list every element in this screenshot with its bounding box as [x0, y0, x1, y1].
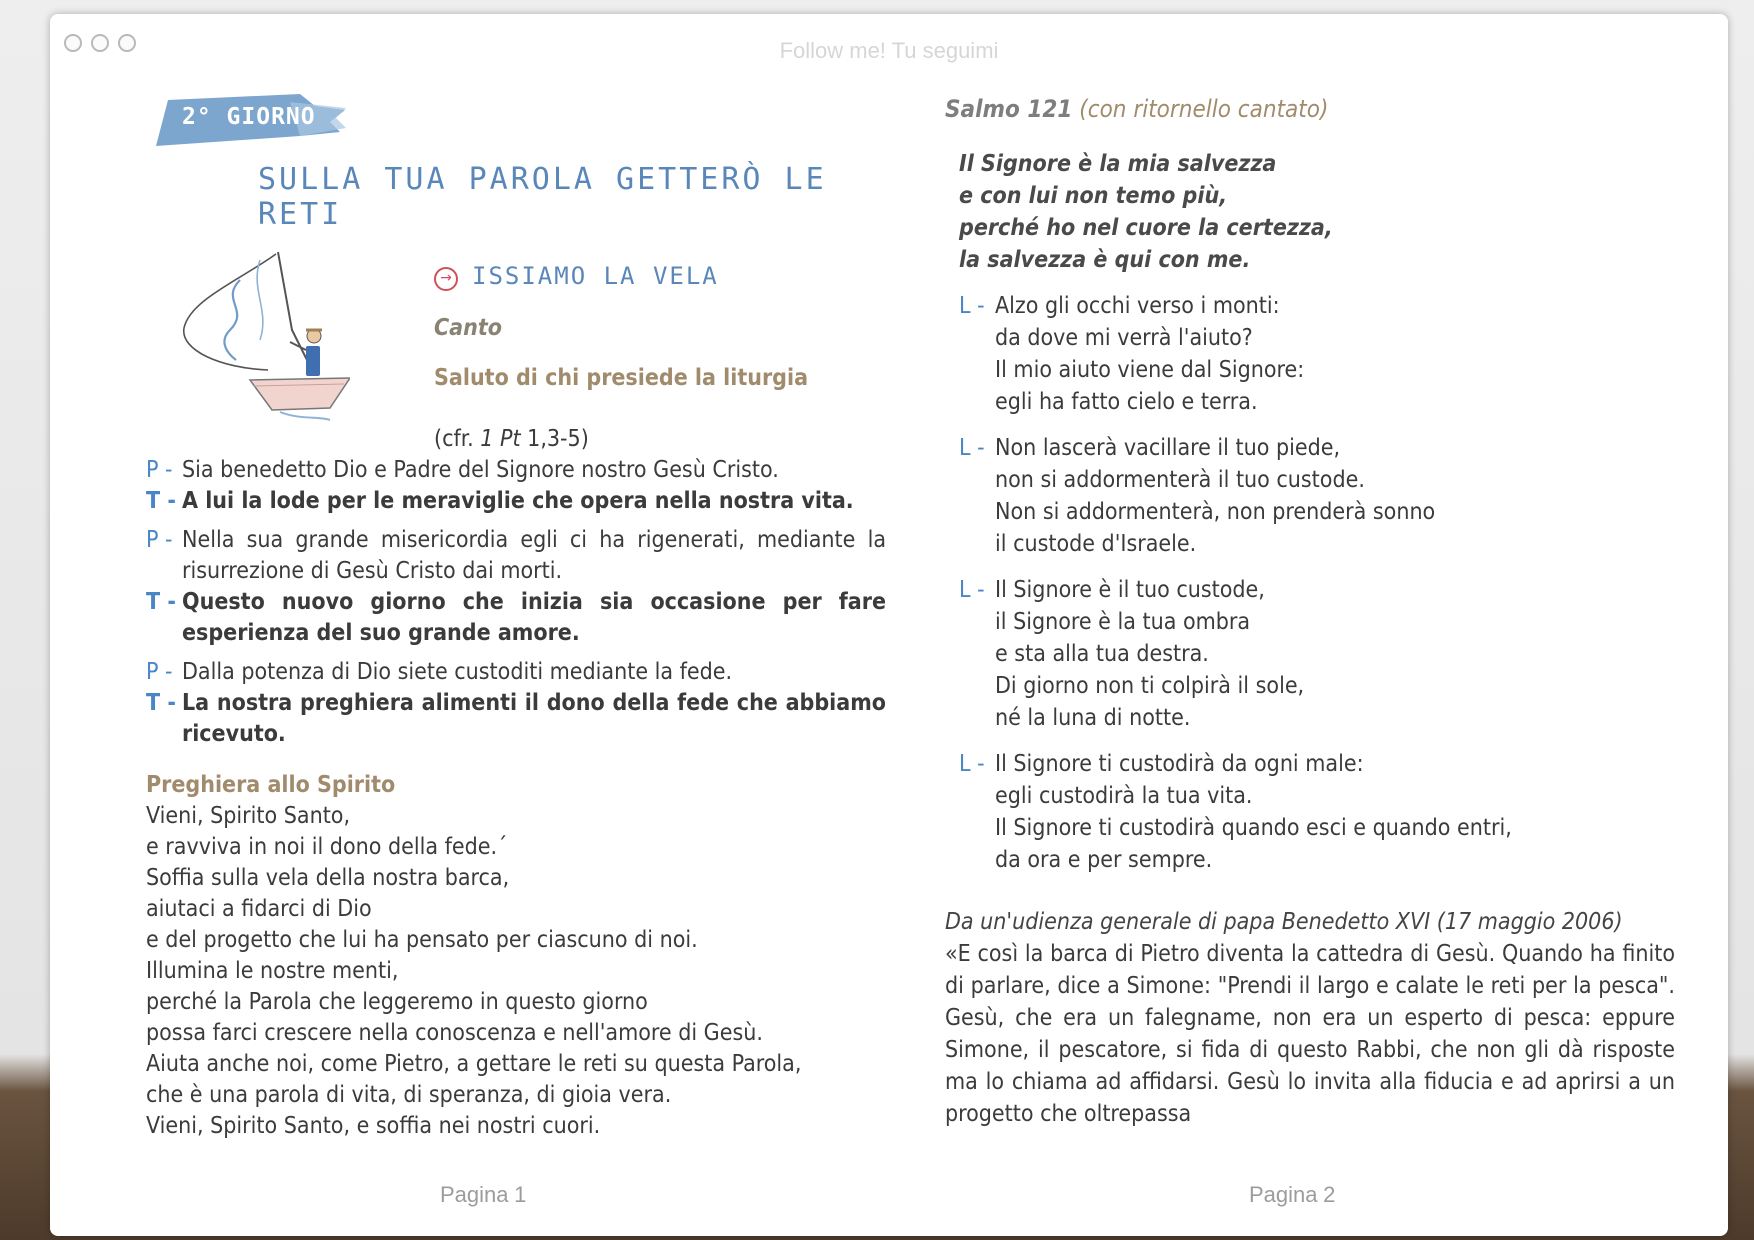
audience-heading: Da un'udienza generale di papa Benedetto XVI (17 maggio 2006) — [945, 909, 1623, 935]
stanza-line: il custode d'Israele. — [995, 531, 1197, 557]
speaker: T - — [146, 488, 176, 514]
prayer-line: Aiuta anche noi, come Pietro, a gettare le reti su questa Parola, — [146, 1051, 802, 1077]
speaker: L - — [959, 751, 985, 777]
stanza-line: Non si addormenterà, non prenderà sonno — [995, 499, 1436, 525]
day-badge — [150, 92, 350, 148]
psalm-title: Salmo 121 — [945, 95, 1073, 123]
prayer-line: e del progetto che lui ha pensato per ciascuno di noi. — [146, 927, 698, 953]
stanza-line: Il Signore ti custodirà quando esci e quando entri, — [995, 815, 1512, 841]
dialogue-text: Dalla potenza di Dio siete custoditi mediante la fede. — [182, 659, 733, 685]
stanza-line: né la luna di notte. — [995, 705, 1191, 731]
page-label: Pagina — [1249, 1182, 1318, 1207]
speaker: L - — [959, 577, 985, 603]
speaker: T - — [146, 589, 176, 615]
page-number: 2 — [1323, 1182, 1336, 1207]
stanza-line: Alzo gli occhi verso i monti: — [995, 293, 1280, 319]
psalm-note: (con ritornello cantato) — [1079, 95, 1329, 123]
dialogue-text: A lui la lode per le meraviglie che opera nella nostra vita. — [182, 488, 854, 514]
prayer-line: Illumina le nostre menti, — [146, 958, 399, 984]
cfr-prefix: (cfr. — [434, 426, 481, 452]
prayer-line: aiutaci a fidarci di Dio — [146, 896, 372, 922]
prayer-line: che è una parola di vita, di speranza, di gioia vera. — [146, 1082, 672, 1108]
sailboat-illustration-icon — [180, 250, 350, 425]
page-number: 1 — [514, 1182, 527, 1207]
prayer-line: possa farci crescere nella conoscenza e nell'amore di Gesù. — [146, 1020, 763, 1046]
page-label: Pagina — [440, 1182, 509, 1207]
speaker: P - — [146, 527, 173, 553]
section-heading-label: ISSIAMO LA VELA — [472, 262, 719, 290]
refrain — [959, 148, 1675, 276]
dialogue — [146, 455, 886, 750]
window-title: Follow me! Tu seguimi — [779, 38, 999, 63]
page-number-1 — [440, 1182, 526, 1208]
psalm-stanza — [945, 574, 1675, 734]
prayer-line: Vieni, Spirito Santo, — [146, 803, 351, 829]
page-title: SULLA TUA PAROLA GETTERÒ LE RETI — [258, 162, 827, 232]
dialogue-line — [146, 688, 886, 750]
refrain-line: la salvezza è qui con me. — [959, 247, 1251, 273]
prayer-text — [146, 801, 886, 1142]
stanza-line: Non lascerà vacillare il tuo piede, — [995, 435, 1341, 461]
speaker: L - — [959, 293, 985, 319]
stanza-line: Il Signore ti custodirà da ogni male: — [995, 751, 1364, 777]
dialogue-line — [146, 587, 886, 649]
speaker: L - — [959, 435, 985, 461]
stanza-line: non si addormenterà il tuo custode. — [995, 467, 1365, 493]
page-2 — [945, 92, 1675, 1130]
psalm-stanza — [945, 748, 1675, 876]
cfr-book: 1 Pt — [480, 426, 521, 452]
stanza-line: da ora e per sempre. — [995, 847, 1213, 873]
prayer-line: e ravviva in noi il dono della fede.´ — [146, 834, 508, 860]
dialogue-line — [146, 486, 886, 517]
scripture-reference — [434, 424, 886, 454]
stanza-line: da dove mi verrà l'aiuto? — [995, 325, 1253, 351]
dialogue-text: Sia benedetto Dio e Padre del Signore nostro Gesù Cristo. — [182, 457, 779, 483]
speaker: T - — [146, 690, 176, 716]
dialogue-line — [146, 455, 886, 486]
page-1 — [146, 92, 886, 1142]
stanza-line: egli ha fatto cielo e terra. — [995, 389, 1258, 415]
dialogue-text: Questo nuovo giorno che inizia sia occasione per fare esperienza del suo grande amore. — [182, 589, 886, 646]
prayer-heading: Preghiera allo Spirito — [146, 772, 396, 798]
section-heading — [434, 262, 719, 291]
stanza-line: egli custodirà la tua vita. — [995, 783, 1253, 809]
refrain-line: Il Signore è la mia salvezza — [959, 151, 1277, 177]
prayer-line: Vieni, Spirito Santo, e soffia nei nostri cuori. — [146, 1113, 601, 1139]
psalm-stanza — [945, 290, 1675, 418]
refrain-line: e con lui non temo più, — [959, 183, 1228, 209]
intro-block — [146, 250, 886, 425]
speaker: P - — [146, 457, 173, 483]
saluto-heading: Saluto di chi presiede la liturgia — [434, 365, 809, 391]
stanza-line: Il mio aiuto viene dal Signore: — [995, 357, 1305, 383]
cfr-ref: 1,3-5) — [520, 426, 589, 452]
dialogue-line — [146, 525, 886, 587]
canto-label: Canto — [434, 315, 502, 341]
audience-text: «E così la barca di Pietro diventa la cattedra di Gesù. Quando ha finito di parlare, dice a Simone: "Prendi il largo e calate le reti per la pesca". Gesù, che era un falegname, non era un esperto di pesca: eppure Simone, il pescatore, si fida di questo Rabbi, che non gli dà risposte ma lo chiama ad affidarsi. Gesù lo invita alla fiducia e ad aprirsi a un progetto che oltrepassa — [945, 941, 1675, 1127]
speaker: P - — [146, 659, 173, 685]
refrain-line: perché ho nel cuore la certezza, — [959, 215, 1333, 241]
psalm-heading — [945, 92, 1675, 126]
stanza-line: Il Signore è il tuo custode, — [995, 577, 1265, 603]
prayer-line: Soffia sulla vela della nostra barca, — [146, 865, 510, 891]
page-number-2 — [1249, 1182, 1335, 1208]
psalm-stanza — [945, 432, 1675, 560]
arrow-circle-icon: → — [434, 267, 458, 291]
dialogue-text: La nostra preghiera alimenti il dono della fede che abbiamo ricevuto. — [182, 690, 886, 747]
stanza-line: il Signore è la tua ombra — [995, 609, 1251, 635]
dialogue-line — [146, 657, 886, 688]
dialogue-text: Nella sua grande misericordia egli ci ha rigenerati, mediante la risurrezione di Gesù Cristo dai morti. — [182, 527, 886, 584]
stanza-line: Di giorno non ti colpirà il sole, — [995, 673, 1305, 699]
document-window — [50, 14, 1728, 1236]
day-badge-label: 2° GIORNO — [182, 104, 316, 130]
stanza-line: e sta alla tua destra. — [995, 641, 1209, 667]
prayer-line: perché la Parola che leggeremo in questo giorno — [146, 989, 648, 1015]
